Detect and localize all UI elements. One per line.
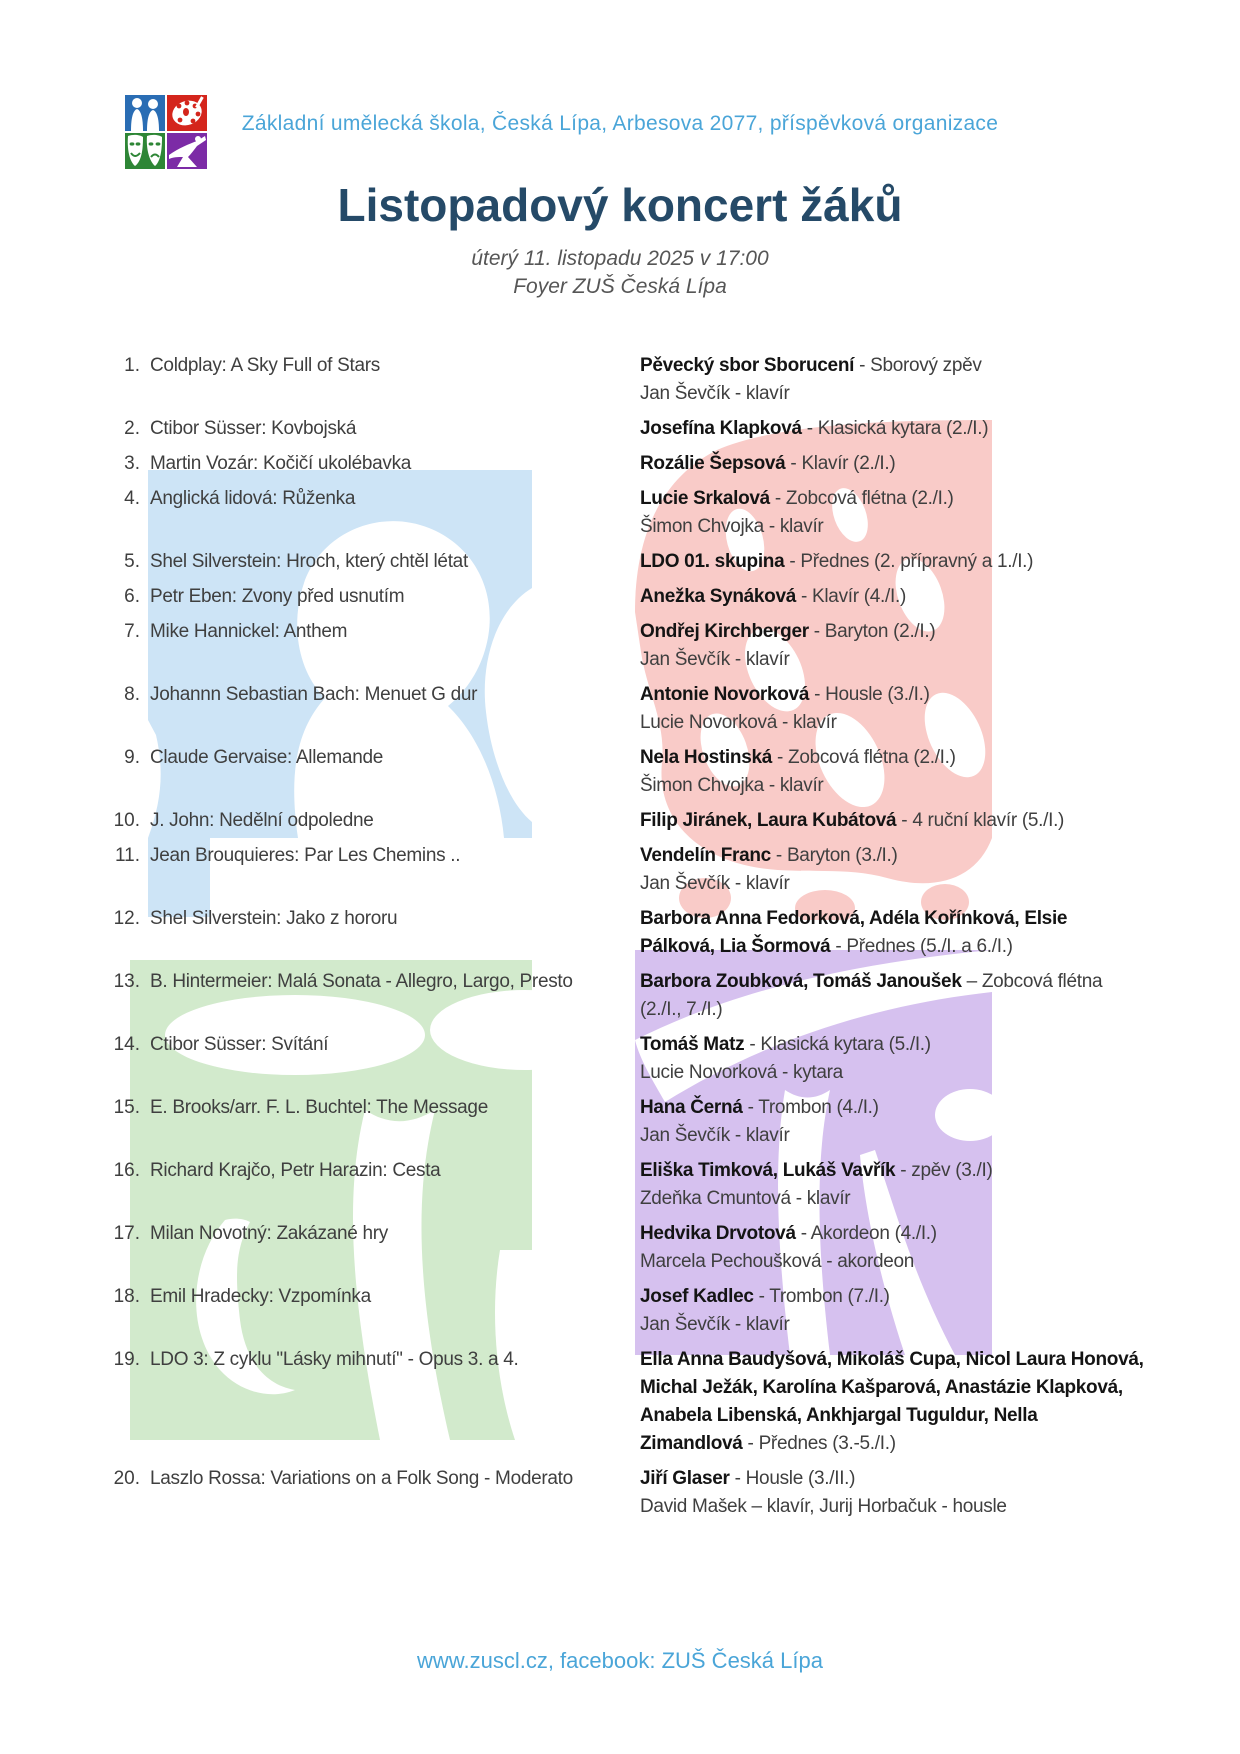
performer-names: Josefína Klapková — [640, 418, 802, 439]
performer-detail: - Sborový zpěv — [854, 355, 982, 376]
piece-title: B. Hintermeier: Malá Sonata - Allegro, Largo, Presto — [150, 971, 573, 992]
piece-title: Ctibor Süsser: Svítání — [150, 1034, 329, 1055]
program-number: 9. — [124, 747, 140, 768]
accompanist: Zdeňka Cmuntová - klavír — [640, 1188, 851, 1209]
performer-names: Eliška Timková, Lukáš Vavřík — [640, 1160, 896, 1181]
performer-detail: - Klavír (4./I.) — [796, 586, 906, 607]
performer-detail: - Trombon (4./I.) — [742, 1097, 879, 1118]
performer-detail: - Klasická kytara (2./I.) — [801, 418, 989, 439]
program-number: 10. — [113, 810, 140, 831]
performer-detail: – Zobcová flétna (2./I., 7./I.) — [640, 971, 1103, 1020]
performer-names: Nela Hostinská — [640, 747, 773, 768]
accompanist: Šimon Chvojka - klavír — [640, 516, 824, 537]
piece-title: Laszlo Rossa: Variations on a Folk Song - Moderato — [150, 1468, 573, 1489]
program-row — [110, 583, 1145, 611]
performer-names: Josef Kadlec — [640, 1286, 754, 1307]
performer-names: Barbora Anna Fedorková, Adéla Kořínková, Elsie Pálková, Lia Šormová — [640, 908, 1068, 957]
performers — [640, 807, 1145, 835]
performer-names: Barbora Zoubková, Tomáš Janoušek — [640, 971, 962, 992]
accompanist: David Mašek – klavír, Jurij Horbačuk - housle — [640, 1496, 1007, 1517]
accompanist: Šimon Chvojka - klavír — [640, 775, 824, 796]
school-name-line: Základní umělecká škola, Česká Lípa, Arbesova 2077, příspěvková organizace — [241, 112, 999, 135]
performer-detail: - Přednes (2. přípravný a 1./I.) — [784, 551, 1034, 572]
performers — [640, 618, 1145, 674]
performer-names: Antonie Novorková — [640, 684, 810, 705]
piece-title: Shel Silverstein: Jako z hororu — [150, 908, 398, 929]
performer-detail: - Akordeon (4./I.) — [795, 1223, 937, 1244]
program-number: 17. — [113, 1223, 140, 1244]
program-row — [110, 968, 1145, 1024]
program-number: 4. — [124, 488, 140, 509]
performer-detail: - Baryton (2./I.) — [808, 621, 936, 642]
accompanist: Lucie Novorková - kytara — [640, 1062, 843, 1083]
performers — [640, 1031, 1145, 1087]
performers — [640, 905, 1145, 961]
piece-title: Richard Krajčo, Petr Harazin: Cesta — [150, 1160, 441, 1181]
program-number: 8. — [124, 684, 140, 705]
performer-names: Tomáš Matz — [640, 1034, 745, 1055]
performer-detail: - Klavír (2./I.) — [785, 453, 896, 474]
program-row — [110, 842, 1145, 898]
performers — [640, 681, 1145, 737]
event-datetime: úterý 11. listopadu 2025 v 17:00 — [471, 247, 769, 270]
program-number: 13. — [113, 971, 140, 992]
piece-title: Anglická lidová: Růženka — [150, 488, 356, 509]
accompanist: Jan Ševčík - klavír — [640, 383, 790, 404]
program-row — [110, 1465, 1145, 1521]
performer-names: Vendelín Franc — [640, 845, 771, 866]
performers — [640, 1157, 1145, 1213]
piece-title: LDO 3: Z cyklu "Lásky mihnutí" - Opus 3. a 4. — [150, 1349, 519, 1370]
event-venue: Foyer ZUŠ Česká Lípa — [513, 275, 727, 298]
program-row — [110, 807, 1145, 835]
logo-theatre-masks-icon — [125, 133, 165, 169]
program-number: 1. — [124, 355, 140, 376]
performers — [640, 415, 1145, 443]
accompanist: Jan Ševčík - klavír — [640, 1314, 790, 1335]
performer-names: Anežka Synáková — [640, 586, 797, 607]
performer-names: Lucie Srkalová — [640, 488, 770, 509]
program-row — [110, 548, 1145, 576]
program-row — [110, 1031, 1145, 1087]
accompanist: Jan Ševčík - klavír — [640, 873, 790, 894]
program-row — [110, 744, 1145, 800]
program-row — [110, 1346, 1145, 1458]
page-title: Listopadový koncert žáků — [337, 179, 903, 231]
performers — [640, 1465, 1145, 1521]
program-row — [110, 1283, 1145, 1339]
performers — [640, 450, 1145, 478]
piece-title: Petr Eben: Zvony před usnutím — [150, 586, 405, 607]
performer-names: Jiří Glaser — [640, 1468, 730, 1489]
piece-title: Coldplay: A Sky Full of Stars — [150, 355, 380, 376]
performer-detail: - 4 ruční klavír (5./I.) — [896, 810, 1065, 831]
program-row — [110, 450, 1145, 478]
performer-detail: - Zobcová flétna (2./I.) — [769, 488, 954, 509]
performers — [640, 968, 1145, 1024]
program-list — [110, 352, 1145, 1528]
performers — [640, 352, 1145, 408]
accompanist: Jan Ševčík - klavír — [640, 1125, 790, 1146]
program-number: 20. — [113, 1468, 140, 1489]
accompanist: Lucie Novorková - klavír — [640, 712, 837, 733]
program-number: 5. — [124, 551, 140, 572]
program-number: 7. — [124, 621, 140, 642]
performers — [640, 548, 1145, 576]
piece-title: J. John: Nedělní odpoledne — [150, 810, 374, 831]
performers — [640, 1220, 1145, 1276]
performers — [640, 842, 1145, 898]
program-row — [110, 905, 1145, 961]
performers — [640, 485, 1145, 541]
performer-names: LDO 01. skupina — [640, 551, 785, 572]
program-number: 6. — [124, 586, 140, 607]
program-row — [110, 1220, 1145, 1276]
piece-title: Mike Hannickel: Anthem — [150, 621, 348, 642]
accompanist: Marcela Pechoušková - akordeon — [640, 1251, 915, 1272]
performers — [640, 1283, 1145, 1339]
program-row — [110, 681, 1145, 737]
accompanist: Jan Ševčík - klavír — [640, 649, 790, 670]
program-number: 2. — [124, 418, 140, 439]
performer-detail: - Zobcová flétna (2./I.) — [772, 747, 956, 768]
performer-names: Hedvika Drvotová — [640, 1223, 796, 1244]
performer-detail: - Baryton (3./I.) — [770, 845, 898, 866]
performer-detail: - zpěv (3./I) — [895, 1160, 993, 1181]
program-number: 11. — [114, 845, 140, 866]
program-number: 19. — [113, 1349, 140, 1370]
performer-names: Ondřej Kirchberger — [640, 621, 809, 642]
piece-title: Martin Vozár: Kočičí ukolébavka — [150, 453, 412, 474]
performer-detail: - Přednes (5./I. a 6./I.) — [830, 936, 1013, 957]
logo-dancer-icon — [167, 133, 207, 169]
program-row — [110, 352, 1145, 408]
performer-detail: - Přednes (3.-5./I.) — [742, 1433, 896, 1454]
program-row — [110, 618, 1145, 674]
performer-detail: - Housle (3./I.) — [809, 684, 930, 705]
program-number: 16. — [113, 1160, 140, 1181]
program-row — [110, 415, 1145, 443]
performer-detail: - Housle (3./II.) — [729, 1468, 856, 1489]
piece-title: Milan Novotný: Zakázané hry — [150, 1223, 388, 1244]
performers — [640, 1346, 1145, 1458]
performer-detail: - Trombon (7./I.) — [753, 1286, 890, 1307]
program-number: 3. — [124, 453, 140, 474]
program-row — [110, 1094, 1145, 1150]
piece-title: E. Brooks/arr. F. L. Buchtel: The Message — [150, 1097, 488, 1118]
performer-detail: - Klasická kytara (5./I.) — [744, 1034, 931, 1055]
performers — [640, 1094, 1145, 1150]
piece-title: Jean Brouquieres: Par Les Chemins .. — [150, 845, 461, 866]
piece-title: Shel Silverstein: Hroch, který chtěl létat — [150, 551, 468, 572]
program-number: 14. — [113, 1034, 140, 1055]
performers — [640, 744, 1145, 800]
performer-names: Filip Jiránek, Laura Kubátová — [640, 810, 897, 831]
performer-names: Pěvecký sbor Sborucení — [640, 355, 855, 376]
piece-title: Johannn Sebastian Bach: Menuet G dur — [150, 684, 478, 705]
program-number: 18. — [113, 1286, 140, 1307]
piece-title: Emil Hradecky: Vzpomínka — [150, 1286, 371, 1307]
program-number: 15. — [113, 1097, 140, 1118]
program-row — [110, 1157, 1145, 1213]
piece-title: Claude Gervaise: Allemande — [150, 747, 384, 768]
performer-names: Hana Černá — [640, 1097, 743, 1118]
program-row — [110, 485, 1145, 541]
performers — [640, 583, 1145, 611]
program-number: 12. — [113, 908, 140, 929]
footer-contact-line: www.zuscl.cz, facebook: ZUŠ Česká Lípa — [417, 1648, 823, 1673]
performer-names: Ella Anna Baudyšová, Mikoláš Cupa, Nicol Laura Honová, Michal Ježák, Karolína Kašparová, Anastázie Klapková, Anabela Libenská, Ankhjargal Tuguldur, Nella Zimandlová — [640, 1349, 1144, 1454]
piece-title: Ctibor Süsser: Kovbojská — [150, 418, 357, 439]
performer-names: Rozálie Šepsová — [640, 453, 786, 474]
